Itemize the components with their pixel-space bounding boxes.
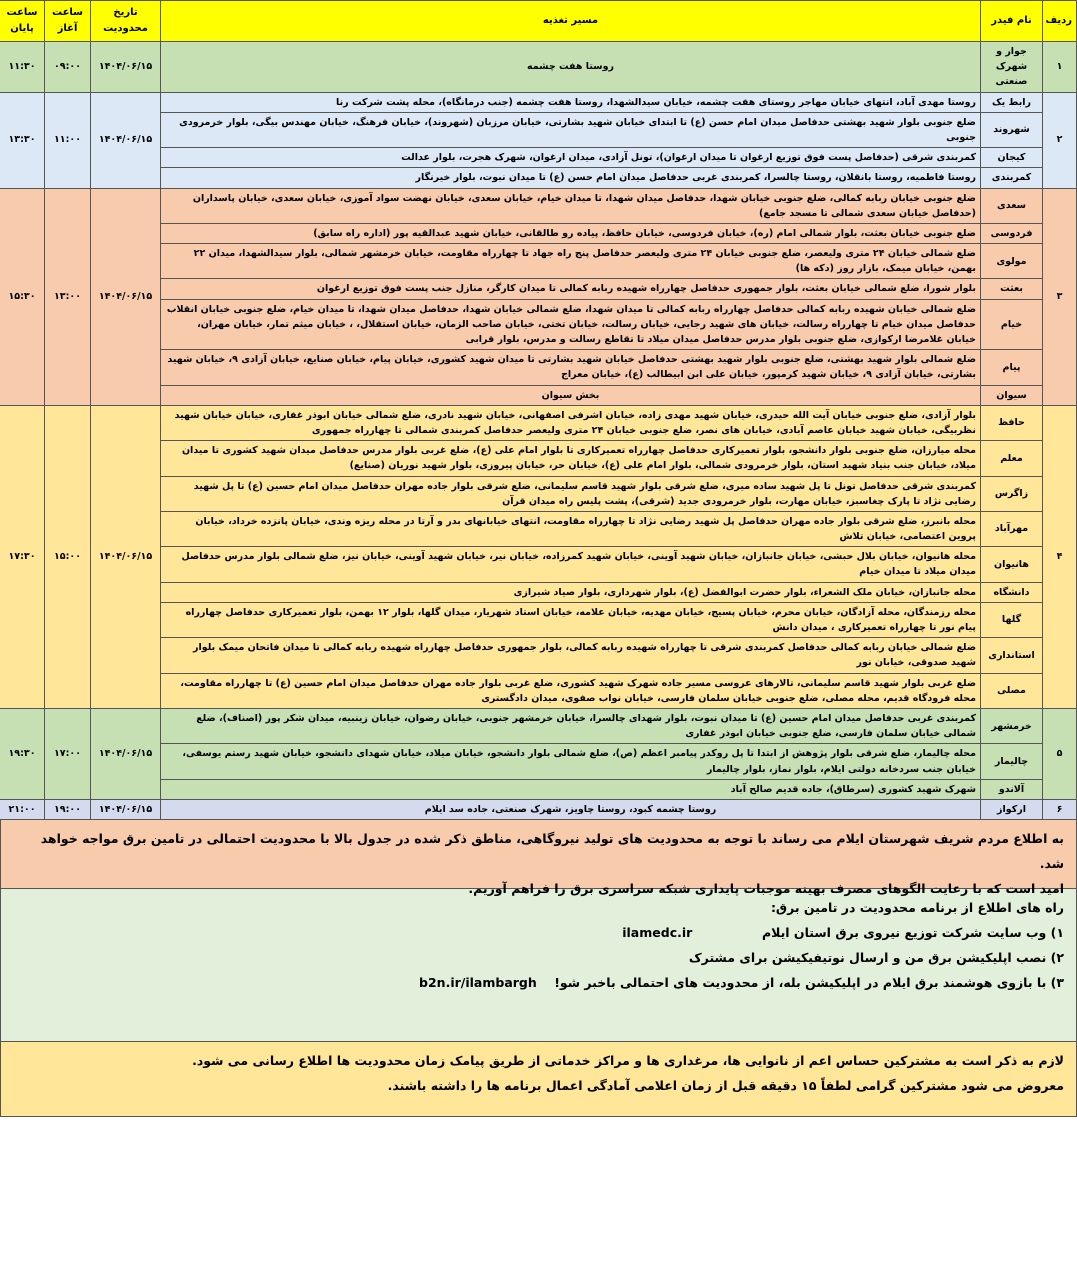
- table-row: [0, 582, 1077, 602]
- col-header-route: مسیر تغذیه: [161, 1, 981, 42]
- table-row: [0, 441, 1077, 476]
- table-row: [0, 602, 1077, 637]
- table-row: [0, 92, 1077, 112]
- feeder-name-cell: هانیوان: [981, 547, 1043, 582]
- route-cell: ضلع جنوبی خیابان بعثت، بلوار شمالی امام (ره)، خیابان فردوسی، خیابان حافظ، پیاده رو طالقانی، خیابان شهید عبدالقیه پور (اداره راه سابق): [161, 223, 981, 243]
- table-body: [0, 42, 1077, 820]
- notice-block-ways: [0, 889, 1077, 1042]
- way-3-text: ۳) با بازوی هوشمند برق ایلام در اپلیکیشن بله، از محدودیت های احتمالی باخبر شو!: [554, 975, 1064, 991]
- route-cell: روستا چشمه کبود، روستا چاویز، شهرک صنعتی، جاده سد ایلام: [161, 799, 981, 819]
- date-cell: ۱۴۰۴/۰۶/۱۵: [91, 708, 161, 799]
- feeder-name-cell: ارکواز: [981, 799, 1043, 819]
- table-row: [0, 148, 1077, 168]
- way-1: [13, 920, 1064, 945]
- feeder-name-cell: معلم: [981, 441, 1043, 476]
- notice-p4: معروض می شود مشترکین گرامی لطفاً ۱۵ دقیقه قبل از زمان اعلامی آمادگی اعمال برنامه ها را داشته باشند.: [387, 1078, 1064, 1094]
- table-row: [0, 223, 1077, 243]
- end-time-cell: ۱۱:۳۰: [0, 42, 45, 93]
- table-row: [0, 188, 1077, 223]
- route-cell: روستا مهدی آباد، انتهای خیابان مهاجر روستای هفت چشمه، خیابان سیدالشهدا، روستا هفت چشمه (جنب درمانگاه)، محله پشت شرکت رنا: [161, 92, 981, 112]
- col-header-end: ساعت پایان: [0, 1, 45, 42]
- feeder-name-cell: دانشگاه: [981, 582, 1043, 602]
- feeder-name-cell: مهرآباد: [981, 511, 1043, 546]
- feeder-name-cell: جوار و شهرک صنعتی: [981, 42, 1043, 93]
- table-row: [0, 279, 1077, 299]
- table-row: [0, 708, 1077, 743]
- notices: [0, 820, 1077, 1117]
- start-time-cell: ۱۳:۰۰: [45, 188, 91, 405]
- route-cell: ضلع جنوبی خیابان ربابه کمالی، ضلع جنوبی خیابان شهدا، حدفاصل میدان شهدا، تا میدان خیام، خیابان سعدی، خیابان نهضت سواد آموزی، خیابان سعدی، خیابان پاسداران (حدفاصل خیابان سعدی شمالی تا مسجد جامع): [161, 188, 981, 223]
- route-cell: ضلع غربی بلوار شهید قاسم سلیمانی، تالارهای عروسی مسیر جاده شهرک شهید کشوری، ضلع غربی بلوار جاده مهران حدفاصل میدان امام حسین (ع) تا چهارراه مقاومت، محله فرودگاه قدیم، محله مصلی، ضلع جنوبی خیابان سلمان فارسی، خیابان نواب صفوی، میدان دادگستری: [161, 673, 981, 708]
- feeder-name-cell: پیام: [981, 350, 1043, 385]
- way-1-text: ۱) وب سایت شرکت توزیع نیروی برق استان ایلام: [761, 925, 1064, 941]
- table-row: [0, 673, 1077, 708]
- feeder-name-cell: کمربندی: [981, 168, 1043, 188]
- end-time-cell: ۱۳:۳۰: [0, 92, 45, 188]
- feeder-name-cell: گلها: [981, 602, 1043, 637]
- route-cell: محله رزمندگان، محله آزادگان، خیابان محرم، خیابان پسیج، خیابان مهدیه، خیابان علامه، خیابان استاد شهریار، میدان گلها، بلوار ۱۲ بهمن، بلوار تعمیرکاری حدفاصل چهارراه پیام نور تا چهارراه تعمیرکاری ، میدان دانش: [161, 602, 981, 637]
- feeder-name-cell: فردوسی: [981, 223, 1043, 243]
- col-header-row-no: ردیف: [1043, 1, 1077, 42]
- feeder-name-cell: سعدی: [981, 188, 1043, 223]
- feeder-name-cell: رابط یک: [981, 92, 1043, 112]
- table-row: [0, 744, 1077, 779]
- start-time-cell: ۱۱:۰۰: [45, 92, 91, 188]
- table-header-row: [0, 1, 1077, 42]
- end-time-cell: ۱۵:۳۰: [0, 188, 45, 405]
- route-cell: محله جانبازان، خیابان ملک الشعراء، بلوار حضرت ابوالفضل (ع)، بلوار شهرداری، بلوار صیاد شیرازی: [161, 582, 981, 602]
- date-cell: ۱۴۰۴/۰۶/۱۵: [91, 42, 161, 93]
- route-cell: بلوار شورا، ضلع شمالی خیابان بعثت، بلوار جمهوری حدفاصل چهارراه شهیده ربابه کمالی تا میدان کارگر، منازل جنب پست فوق توزیع ارغوان: [161, 279, 981, 299]
- table-row: [0, 350, 1077, 385]
- route-cell: ضلع شمالی خیابان ربابه کمالی حدفاصل کمربندی شرقی تا چهارراه شهیده ربابه کمالی، بلوار جمهوری حدفاصل چهارراه شهیده ربابه کمالی تا میدان فاتحان میمک بلوار شهید صدوقی، خیابان نور: [161, 638, 981, 673]
- route-cell: محله میارزان، ضلع جنوبی بلوار دانشجو، بلوار تعمیرکاری حدفاصل چهارراه تعمیرکاری تا بلوار امام علی (ع)، ضلع غربی بلوار مدرس حدفاصل میدان شهید کشوری تا میدان میلاد، خیابان جنب بنیاد شهید استان، بلوار خرمرودی شمالی، بلوار امام علی (ع)، خیابان حر، خیابان پیروزی، بلوار شهید نوریان (صنایع): [161, 441, 981, 476]
- feeder-name-cell: بعثت: [981, 279, 1043, 299]
- feeder-name-cell: شهروند: [981, 112, 1043, 147]
- notice-block-info: [0, 820, 1077, 897]
- feeder-name-cell: زاگرس: [981, 476, 1043, 511]
- table-row: [0, 511, 1077, 546]
- end-time-cell: ۱۷:۳۰: [0, 405, 45, 708]
- table-row: [0, 405, 1077, 440]
- way-2: ۲) نصب اپلیکیشن برق من و ارسال نوتیفیکیشن برای مشترک: [688, 950, 1064, 966]
- route-cell: ضلع جنوبی بلوار شهید بهشتی حدفاصل میدان امام حسن (ع) تا ابتدای خیابان شهید بشارتی، خیابان مرزبان (شهروند)، خیابان فرهنگ، خیابان مهندس بیگی، بلوار خرمرودی جنوبی: [161, 112, 981, 147]
- feeder-name-cell: سیوان: [981, 385, 1043, 405]
- date-cell: ۱۴۰۴/۰۶/۱۵: [91, 799, 161, 819]
- route-cell: بلوار آزادی، ضلع جنوبی خیابان آیت الله حیدری، خیابان شهید مهدی زاده، خیابان اشرفی اصفهانی، خیابان شهید نادری، ضلع شمالی خیابان ابوذر غفاری، خیابان خیابان شهید نظربیگی، خیابان شهید خیابان عاصم آبادی، خیابان های نصر، ضلع جنوبی خیابان ۲۴ متری ولیعصر حدفاصل کمربندی شمالی تا چهارراه جمهوری: [161, 405, 981, 440]
- route-cell: کمربندی غربی حدفاصل میدان امام حسین (ع) تا میدان نبوت، بلوار شهدای چالسرا، خیابان خرمشهر جنوبی، خیابان رضوان، خیابان زینبیه، میدان شکر پور (اصناف)، ضلع شمالی خیابان سلمان فارسی، ضلع جنوبی خیابان ابوذر غفاری: [161, 708, 981, 743]
- row-number-cell: ۵: [1043, 708, 1077, 799]
- row-number-cell: ۲: [1043, 92, 1077, 188]
- col-header-feeder: نام فیدر: [981, 1, 1043, 42]
- way-1-site-link[interactable]: ilamedc.ir: [622, 925, 693, 941]
- date-cell: ۱۴۰۴/۰۶/۱۵: [91, 405, 161, 708]
- start-time-cell: ۱۷:۰۰: [45, 708, 91, 799]
- way-3-site-link[interactable]: b2n.ir/ilambargh: [419, 975, 537, 991]
- start-time-cell: ۱۹:۰۰: [45, 799, 91, 819]
- route-cell: بخش سیوان: [161, 385, 981, 405]
- route-cell: ضلع شمالی خیابان شهیده ربابه کمالی حدفاصل چهارراه ربابه کمالی تا میدان شهدا، ضلع شمالی خیابان شهدا، حدفاصل میدان شهدا، تا میدان خیام، ضلع جنوبی خیابان انقلاب حدفاصل میدان خیام تا چهارراه رسالت، خیابان های شهید رجایی، خیابان رسالت، خیابان تختی، خیابان صاحب الزمان، خیابان استقلال، ، خیابان میثم تمار، خیابان مهران، خیابان غلامرضا ارکوازی، ضلع جنوبی بلوار مدرس حدفاصل میدان میلاد تا تقاطع رسالت و مدرس، بلوار قرابی: [161, 299, 981, 350]
- table-row: [0, 476, 1077, 511]
- notice-p2: امید است که با رعایت الگوهای مصرف بهینه موجبات پایداری شبکه سراسری برق را فراهم آوریم.: [468, 881, 1064, 897]
- end-time-cell: ۱۹:۳۰: [0, 708, 45, 799]
- way-3: [13, 970, 1064, 995]
- row-number-cell: ۶: [1043, 799, 1077, 819]
- table-row: [0, 244, 1077, 279]
- date-cell: ۱۴۰۴/۰۶/۱۵: [91, 188, 161, 405]
- feeder-name-cell: خرمشهر: [981, 708, 1043, 743]
- feeder-name-cell: مولوی: [981, 244, 1043, 279]
- feeder-name-cell: آلاندو: [981, 779, 1043, 799]
- route-cell: محله چالیمار، ضلع شرقی بلوار پژوهش از ابتدا تا پل روکدر پیامبر اعظم (ص)، ضلع شمالی بلوار دانشجو، خیابان میلاد، خیابان شهدای دانشجو، خیابان شهید رستم یوسفی، خیابان جنب سردخانه دولتی ایلام، بلوار نماز، بلوار چالیمار: [161, 744, 981, 779]
- table-row: [0, 299, 1077, 350]
- table-row: [0, 112, 1077, 147]
- row-number-cell: ۱: [1043, 42, 1077, 93]
- table-row: [0, 799, 1077, 819]
- notice-p3: لازم به ذکر است به مشترکین حساس اعم از نانوایی ها، مرغداری ها و مراکز خدماتی از طریق پیامک زمان محدودیت ها اطلاع رسانی می شود.: [192, 1053, 1064, 1069]
- end-time-cell: ۲۱:۰۰: [0, 799, 45, 819]
- route-cell: کمربندی شرقی حدفاصل تونل تا پل شهید ساده میری، ضلع شرقی بلوار شهید قاسم سلیمانی، ضلع شرقی بلوار جاده مهران حدفاصل میدان امام حسین (ع) تا پل شهید رضایی نژاد تا پارک چغاسبز، خیابان مهارت، بلوار خرمرودی جدید (شرقی)، پشت پلیس راه میدان قرآن: [161, 476, 981, 511]
- col-header-date: تاریخ محدودیت: [91, 1, 161, 42]
- date-cell: ۱۴۰۴/۰۶/۱۵: [91, 92, 161, 188]
- table-row: [0, 779, 1077, 799]
- route-cell: محله بانبرز، ضلع شرقی بلوار جاده مهران حدفاصل پل شهید رضایی نژاد تا چهارراه مقاومت، انتهای خیابانهای بدر و آرتا در محله ریزه وندی، خیابان پانزده خرداد، خیابان پروین اعتصامی، خیابان تلاش: [161, 511, 981, 546]
- route-cell: ضلع شمالی بلوار شهید بهشتی، ضلع جنوبی بلوار شهید بهشتی حدفاصل خیابان شهید بشارتی تا میدان شهید کشوری، خیابان پیام، خیابان صنایع، خیابان آزادی ۹، خیابان شهید بشارتی، خیابان آزادی ۹، خیابان شهید کرمپور، خیابان علی ابن ابیطالب (ع)، خیابان معراج: [161, 350, 981, 385]
- row-number-cell: ۳: [1043, 188, 1077, 405]
- feeder-name-cell: حافظ: [981, 405, 1043, 440]
- notice-block-reminder: [0, 1042, 1077, 1117]
- route-cell: روستا فاطمیه، روستا بانقلان، روستا چالسرا، کمربندی غربی حدفاصل میدان امام حسن (ع) تا میدان نبوت، بلوار خیرنگار: [161, 168, 981, 188]
- feeder-name-cell: کیجان: [981, 148, 1043, 168]
- table-row: [0, 42, 1077, 93]
- row-number-cell: ۴: [1043, 405, 1077, 708]
- route-cell: محله هانیوان، خیابان بلال حبشی، خیابان جانبازان، خیابان شهید آوینی، خیابان شهید کمرزاده، خیابان نیر، خیابان شهید آوینی، خیابان نیز، ضلع شمالی بلوار مدرس حدفاصل میدان میلاد تا میدان خیام: [161, 547, 981, 582]
- start-time-cell: ۰۹:۰۰: [45, 42, 91, 93]
- table-row: [0, 547, 1077, 582]
- start-time-cell: ۱۵:۰۰: [45, 405, 91, 708]
- feeder-name-cell: استانداری: [981, 638, 1043, 673]
- route-cell: کمربندی شرقی (حدفاصل پست فوق توزیع ارغوان تا میدان ارغوان)، تونل آزادی، میدان ارغوان، شهرک هجرت، بلوار عدالت: [161, 148, 981, 168]
- col-header-start: ساعت آغاز: [45, 1, 91, 42]
- route-cell: روستا هفت چشمه: [161, 42, 981, 93]
- table-row: [0, 385, 1077, 405]
- ways-title: راه های اطلاع از برنامه محدودیت در تامین برق:: [770, 900, 1064, 916]
- route-cell: ضلع شمالی خیابان ۲۴ متری ولیعصر، ضلع جنوبی خیابان ۲۴ متری ولیعصر حدفاصل پنج راه جهاد تا چهارراه مقاومت، خیابان خرمشهر شمالی، بلوار سیدالشهدا، میدان ۲۲ بهمن، خیابان میمک، بازار روز (دکه ها): [161, 244, 981, 279]
- feeder-name-cell: خیام: [981, 299, 1043, 350]
- table-row: [0, 168, 1077, 188]
- route-cell: شهرک شهید کشوری (سرطاق)، جاده قدیم صالح آباد: [161, 779, 981, 799]
- notice-p1: به اطلاع مردم شریف شهرستان ایلام می رساند با توجه به محدودیت های تولید نیروگاهی، مناطق ذکر شده در جدول بالا با محدودیت احتمالی در تامین برق مواجه خواهد شد.: [40, 831, 1064, 872]
- feeder-name-cell: چالیمار: [981, 744, 1043, 779]
- feeder-name-cell: مصلی: [981, 673, 1043, 708]
- table-row: [0, 638, 1077, 673]
